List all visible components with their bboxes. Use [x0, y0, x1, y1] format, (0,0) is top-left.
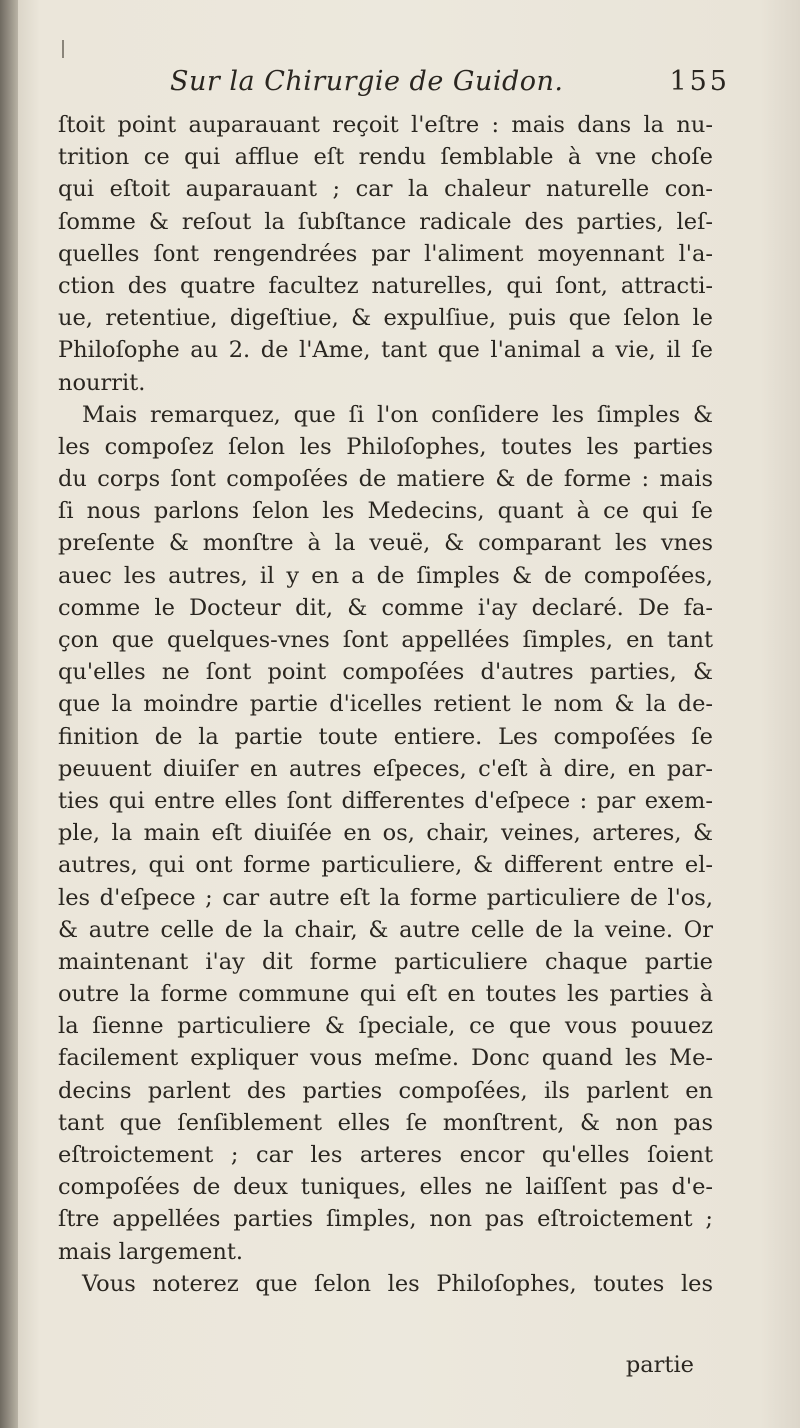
text-line: & autre celle de la chair, & autre celle de la veine. Or — [58, 916, 713, 943]
text-line: ction des quatre facultez naturelles, qui ſont, attracti- — [58, 272, 713, 299]
text-line: qu'elles ne ſont point compoſées d'autres parties, & — [58, 659, 713, 686]
text-line: mais largement. — [58, 1238, 244, 1265]
text-line: quelles ſont rengendrées par l'aliment moyennant l'a- — [58, 240, 713, 267]
paragraph-start-line: Mais remarquez, que ſi l'on conſidere les ſimples & — [82, 401, 713, 428]
text-line: eſtroictement ; car les arteres encor qu'elles ſoient — [58, 1142, 713, 1168]
text-line: Philoſophe au 2. de l'Ame, tant que l'animal a vie, il ſe — [58, 337, 713, 364]
binding-shadow — [0, 0, 18, 1428]
text-line: preſente & monſtre à la veuë, & comparant les vnes — [58, 530, 713, 557]
text-line: maintenant i'ay dit forme particuliere chaque partie — [58, 948, 713, 975]
margin-mark — [62, 40, 64, 58]
text-line: les compoſez ſelon les Philoſophes, toutes les parties — [58, 433, 713, 460]
body-text — [58, 109, 713, 1300]
text-line: compoſées de deux tuniques, elles ne laiſſent pas d'e- — [58, 1174, 713, 1201]
text-line: tant que ſenſiblement elles ſe monſtrent, & non pas — [58, 1109, 713, 1136]
text-line: nourrit. — [58, 369, 146, 396]
text-line: ple, la main eſt diuiſée en os, chair, veines, arteres, & — [58, 820, 713, 847]
text-line: ue, retentiue, digeſtiue, & expulſiue, puis que ſelon le — [58, 305, 713, 332]
text-line: çon que quelques-vnes ſont appellées ſimples, en tant — [58, 627, 713, 653]
text-line: qui eſtoit auparauant ; car la chaleur naturelle con- — [58, 176, 713, 203]
text-line: ſomme & reſout la ſubſtance radicale des parties, leſ- — [58, 208, 713, 235]
text-line: du corps ſont compoſées de matiere & de forme : mais — [58, 466, 713, 493]
text-line: auec les autres, il y en a de ſimples & de compoſées, — [58, 562, 713, 589]
text-line: autres, qui ont forme particuliere, & different entre el- — [58, 852, 713, 879]
text-line: ſi nous parlons ſelon les Medecins, quant à ce qui ſe — [58, 498, 713, 525]
text-line: finition de la partie toute entiere. Les compoſées ſe — [58, 723, 713, 750]
text-line: les d'eſpece ; car autre eſt la forme particuliere de l'os, — [58, 884, 713, 911]
text-line: trition ce qui afflue eſt rendu ſemblable à vne choſe — [58, 144, 713, 171]
text-line: outre la forme commune qui eſt en toutes les parties à — [58, 981, 713, 1008]
running-head: Sur la Chirurgie de Guidon. — [170, 66, 564, 97]
paragraph-start-line: Vous noterez que ſelon les Philoſophes, toutes les — [82, 1270, 713, 1297]
page-header — [170, 66, 730, 106]
text-line: la ſienne particuliere & ſpeciale, ce que vous pouuez — [58, 1013, 713, 1040]
text-line: facilement expliquer vous meſme. Donc quand les Me- — [58, 1045, 713, 1072]
text-line: decins parlent des parties compoſées, ils parlent en — [58, 1077, 713, 1104]
text-line: comme le Docteur dit, & comme i'ay declaré. De fa- — [58, 594, 713, 621]
page-number: 155 — [669, 66, 730, 97]
text-line: que la moindre partie d'icelles retient le nom & la de- — [58, 691, 713, 718]
text-line: ties qui entre elles ſont differentes d'eſpece : par exem- — [58, 787, 713, 814]
text-line: ſtre appellées parties ſimples, non pas eſtroictement ; — [58, 1206, 713, 1233]
catchword: partie — [625, 1352, 694, 1378]
text-line: peuuent diuiſer en autres eſpeces, c'eſt à dire, en par- — [58, 755, 713, 782]
text-line: ſtoit point auparauant reçoit l'eſtre : mais dans la nu- — [58, 112, 713, 138]
